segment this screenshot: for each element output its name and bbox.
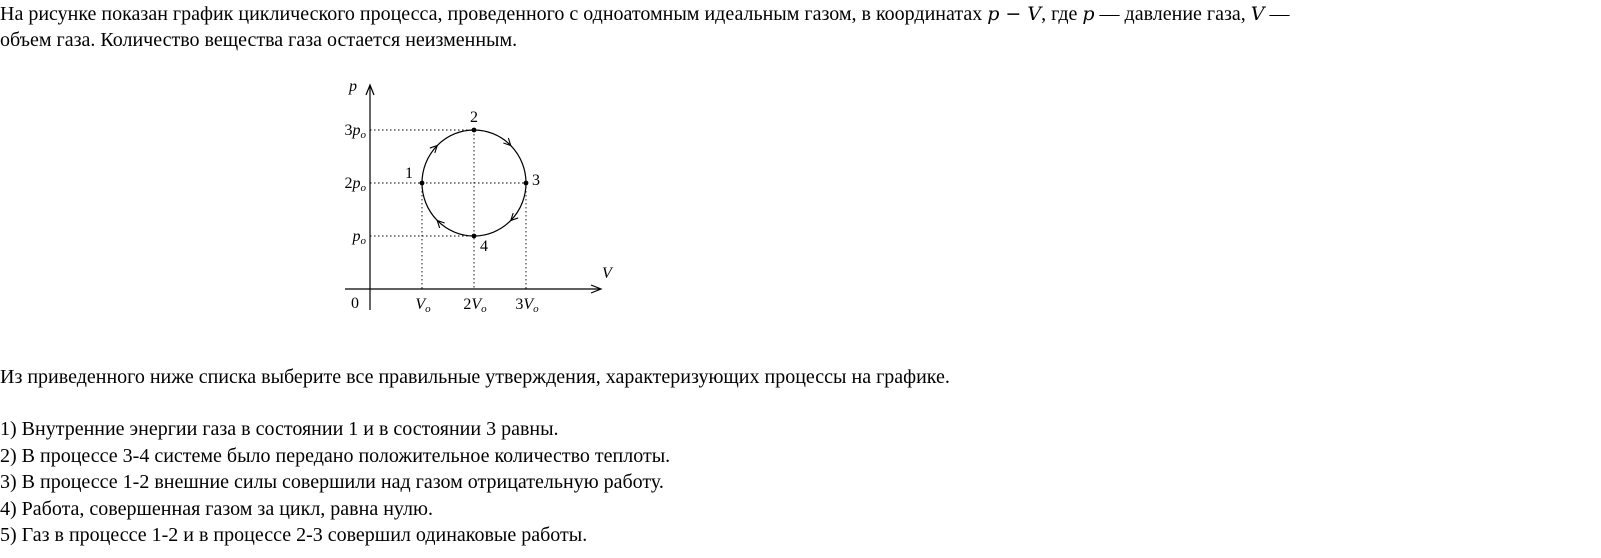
pv-diagram-content	[345, 78, 615, 315]
state-label-3: 3	[532, 172, 540, 189]
intro-math-pv: p − V	[987, 3, 1042, 25]
intro-text-part-4: —	[1264, 3, 1290, 25]
y-axis-label: p	[349, 78, 357, 95]
state-point-1	[420, 181, 425, 186]
intro-math-p: p	[1082, 3, 1095, 25]
state-label-4: 4	[480, 238, 488, 255]
intro-text-part-1: На рисунке показан график циклического процесса, проведенного с одноатомным идеальным газом, в координатах	[0, 3, 988, 25]
state-point-2	[472, 128, 477, 133]
option-3: 3) В процессе 1-2 внешние силы совершили над газом отрицательную работу.	[0, 471, 664, 493]
origin-label: 0	[351, 295, 359, 312]
intro-math-v: V	[1250, 3, 1265, 25]
y-tick-label-2: po	[352, 228, 366, 247]
intro-text-part-2: , где	[1041, 3, 1083, 25]
y-tick-label-0: 3po	[344, 122, 366, 141]
x-axis-label: V	[602, 265, 612, 282]
state-point-3	[524, 181, 529, 186]
intro-text-line-2: объем газа. Количество вещества газа остается неизменным.	[0, 29, 518, 51]
state-label-2: 2	[470, 109, 478, 126]
x-tick-label-1: 2Vo	[463, 296, 487, 315]
state-label-1: 1	[405, 165, 413, 182]
option-5: 5) Газ в процессе 1-2 и в процессе 2-3 совершил одинаковые работы.	[0, 524, 588, 546]
state-point-4	[472, 234, 477, 239]
answer-options	[0, 416, 670, 549]
option-2: 2) В процессе 3-4 системе было передано положительное количество теплоты.	[0, 444, 671, 467]
question-text: Из приведенного ниже списка выберите все правильные утверждения, характеризующих процессы на графике.	[0, 366, 950, 388]
y-tick-label-1: 2po	[344, 175, 366, 194]
x-tick-label-0: Vo	[415, 296, 431, 315]
x-tick-label-2: 3Vo	[515, 296, 539, 315]
option-1: 1) Внутренние энергии газа в состоянии 1 и в состоянии 3 равны.	[0, 418, 559, 440]
option-4: 4) Работа, совершенная газом за цикл, равна нулю.	[0, 497, 433, 520]
intro-text-part-3: — давление газа,	[1094, 3, 1251, 25]
